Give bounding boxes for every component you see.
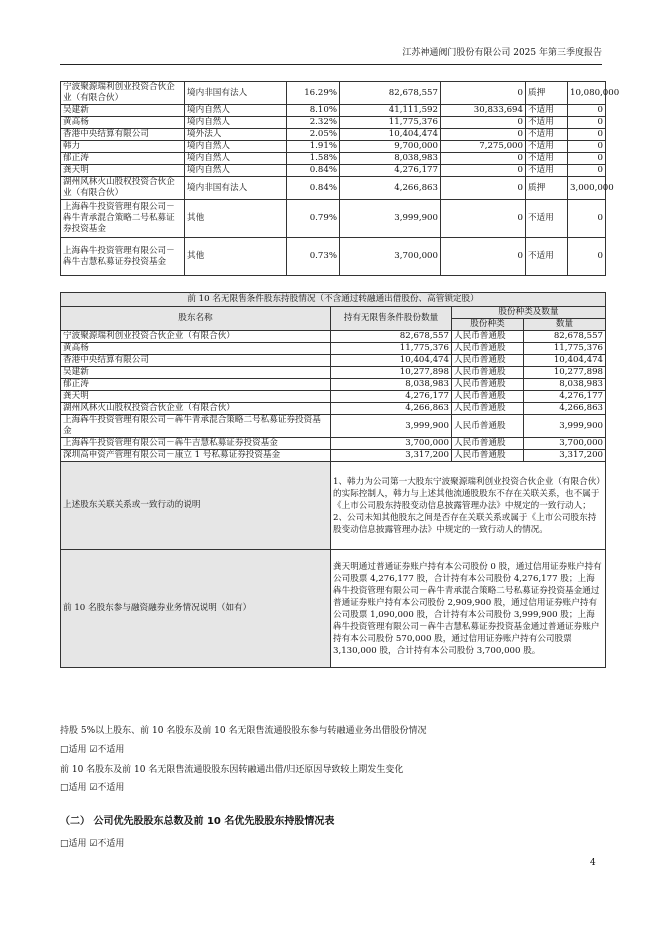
pledge-status: 不适用 xyxy=(526,153,568,165)
shareholder-name: 龚天明 xyxy=(61,391,331,403)
shareholder-nature: 其他 xyxy=(185,238,287,276)
unrestricted-shares: 4,276,177 xyxy=(331,391,452,403)
shareholder-nature: 境内自然人 xyxy=(185,165,287,177)
pledge-status: 不适用 xyxy=(526,129,568,141)
change-checkbox: □适用 ☑不适用 xyxy=(60,783,125,793)
lending-note: 持股 5%以上股东、前 10 名股东及前 10 名无限售流通股股东参与转融通业务出借股份情况 xyxy=(60,726,427,736)
table-row xyxy=(61,355,606,367)
holding-percent: 0.84% xyxy=(287,165,340,177)
shareholder-name: 吴建新 xyxy=(61,367,331,379)
holding-shares: 82,678,557 xyxy=(340,82,441,105)
related-party-text: 1、韩力为公司第一大股东宁波聚源瑞利创业投资合伙企业（有限合伙）的实际控制人，韩力与上述其他流通股股东不存在关联关系，也不属于《上市公司股东持股变动信息披露管理办法》中规定的一致行动人； 2、公司未知其他股东之间是否存在关联关系或属于《上市公司股东持股变动信息披露管理办法》中规定的一致行动人的情况。 xyxy=(331,462,606,550)
unrestricted-shares: 10,277,898 xyxy=(331,367,452,379)
pledge-quantity: 0 xyxy=(568,129,606,141)
shareholder-name: 吴建新 xyxy=(61,105,185,117)
shareholder-name: 上海犇牛投资管理有限公司－犇牛吉慧私募证券投资基金 xyxy=(61,238,185,276)
shareholder-nature: 境内自然人 xyxy=(185,141,287,153)
unrestricted-shares: 3,700,000 xyxy=(331,438,452,450)
unrestricted-shares: 3,999,900 xyxy=(331,415,452,438)
restricted-shares: 0 xyxy=(441,165,526,177)
table-row xyxy=(61,367,606,379)
share-quantity: 82,678,557 xyxy=(524,331,606,343)
unrestricted-shareholders-table xyxy=(60,292,606,668)
share-type: 人民币普通股 xyxy=(452,367,524,379)
shareholder-name: 湖州风林火山股权投资合伙企业（有限合伙） xyxy=(61,403,331,415)
table-row xyxy=(61,415,606,438)
holding-percent: 16.29% xyxy=(287,82,340,105)
pledge-quantity: 0 xyxy=(568,117,606,129)
related-party-row xyxy=(61,462,606,550)
holding-percent: 0.73% xyxy=(287,238,340,276)
restricted-shares: 0 xyxy=(441,177,526,200)
holding-percent: 8.10% xyxy=(287,105,340,117)
share-quantity: 4,266,863 xyxy=(524,403,606,415)
col-header-name: 股东名称 xyxy=(61,307,331,331)
holding-shares: 3,700,000 xyxy=(340,238,441,276)
holding-shares: 11,775,376 xyxy=(340,117,441,129)
holding-percent: 2.05% xyxy=(287,129,340,141)
table-row xyxy=(61,379,606,391)
shareholder-name: 宁波聚源瑞利创业投资合伙企业（有限合伙） xyxy=(61,82,185,105)
holding-shares: 10,404,474 xyxy=(340,129,441,141)
table-row xyxy=(61,129,606,141)
shareholder-name: 湖州风林火山股权投资合伙企业（有限合伙） xyxy=(61,177,185,200)
lending-checkbox: □适用 ☑不适用 xyxy=(60,745,125,755)
pledge-status: 质押 xyxy=(526,177,568,200)
col-header-qty: 数量 xyxy=(524,319,606,331)
share-quantity: 10,277,898 xyxy=(524,367,606,379)
restricted-shares: 0 xyxy=(441,200,526,238)
change-note: 前 10 名股东及前 10 名无限售流通股股东因转融通出借/归还原因导致较上期发生变化 xyxy=(60,765,404,775)
restricted-shares: 0 xyxy=(441,153,526,165)
table-row xyxy=(61,450,606,462)
holding-shares: 3,999,900 xyxy=(340,200,441,238)
share-type: 人民币普通股 xyxy=(452,355,524,367)
table-row xyxy=(61,82,606,105)
shareholder-nature: 境内自然人 xyxy=(185,153,287,165)
restricted-shares: 0 xyxy=(441,238,526,276)
share-type: 人民币普通股 xyxy=(452,379,524,391)
pledge-quantity: 0 xyxy=(568,165,606,177)
shareholder-nature: 境外法人 xyxy=(185,129,287,141)
pledge-status: 不适用 xyxy=(526,117,568,129)
pledge-quantity: 0 xyxy=(568,153,606,165)
table-row xyxy=(61,165,606,177)
pledge-status: 质押 xyxy=(526,82,568,105)
share-type: 人民币普通股 xyxy=(452,438,524,450)
pledge-status: 不适用 xyxy=(526,141,568,153)
col-header-shares: 持有无限售条件股份数量 xyxy=(331,307,452,331)
holding-shares: 9,700,000 xyxy=(340,141,441,153)
table-row xyxy=(61,391,606,403)
unrestricted-shares: 10,404,474 xyxy=(331,355,452,367)
share-type: 人民币普通股 xyxy=(452,331,524,343)
shareholder-nature: 境内非国有法人 xyxy=(185,82,287,105)
shareholder-name: 上海犇牛投资管理有限公司－犇牛青承混合策略二号私募证券投资基金 xyxy=(61,415,331,438)
shareholder-name: 黄高杨 xyxy=(61,117,185,129)
col-header-type: 股份种类 xyxy=(452,319,524,331)
share-type: 人民币普通股 xyxy=(452,450,524,462)
pledge-quantity: 0 xyxy=(568,238,606,276)
holding-shares: 4,266,863 xyxy=(340,177,441,200)
unrestricted-shares: 4,266,863 xyxy=(331,403,452,415)
table-row xyxy=(61,331,606,343)
shareholder-nature: 境内自然人 xyxy=(185,105,287,117)
pledge-status: 不适用 xyxy=(526,165,568,177)
shareholder-name: 宁波聚源瑞利创业投资合伙企业（有限合伙） xyxy=(61,331,331,343)
page-number: 4 xyxy=(590,858,596,868)
shareholder-name: 郁正涛 xyxy=(61,153,185,165)
holding-percent: 0.79% xyxy=(287,200,340,238)
share-type: 人民币普通股 xyxy=(452,391,524,403)
shareholder-name: 上海犇牛投资管理有限公司－犇牛青承混合策略二号私募证券投资基金 xyxy=(61,200,185,238)
share-type: 人民币普通股 xyxy=(452,415,524,438)
unrestricted-shares: 3,317,200 xyxy=(331,450,452,462)
share-quantity: 8,038,983 xyxy=(524,379,606,391)
pledge-quantity: 0 xyxy=(568,200,606,238)
restricted-shares: 0 xyxy=(441,117,526,129)
share-quantity: 11,775,376 xyxy=(524,343,606,355)
pledge-quantity: 10,080,000 xyxy=(568,82,606,105)
holding-shares: 8,038,983 xyxy=(340,153,441,165)
share-quantity: 4,276,177 xyxy=(524,391,606,403)
shareholder-nature: 境内非国有法人 xyxy=(185,177,287,200)
restricted-shares: 0 xyxy=(441,129,526,141)
shareholder-name: 韩力 xyxy=(61,141,185,153)
unrestricted-shares: 8,038,983 xyxy=(331,379,452,391)
holding-shares: 4,276,177 xyxy=(340,165,441,177)
shareholder-name: 香港中央结算有限公司 xyxy=(61,355,331,367)
margin-trading-row xyxy=(61,550,606,668)
page-header: 江苏神通阀门股份有限公司 2025 年第三季度报告 xyxy=(60,47,602,65)
unrestricted-shares: 11,775,376 xyxy=(331,343,452,355)
shareholder-name: 龚天明 xyxy=(61,165,185,177)
restricted-shares: 30,833,694 xyxy=(441,105,526,117)
shareholder-nature: 境内自然人 xyxy=(185,117,287,129)
table-row xyxy=(61,177,606,200)
holding-percent: 0.84% xyxy=(287,177,340,200)
shareholder-name: 香港中央结算有限公司 xyxy=(61,129,185,141)
table-row xyxy=(61,153,606,165)
related-party-label: 上述股东关联关系或一致行动的说明 xyxy=(61,462,331,550)
share-type: 人民币普通股 xyxy=(452,403,524,415)
table-row xyxy=(61,105,606,117)
top10-shareholders-table xyxy=(60,81,620,276)
share-quantity: 10,404,474 xyxy=(524,355,606,367)
shareholder-name: 深圳高申资产管理有限公司－康立 1 号私募证券投资基金 xyxy=(61,450,331,462)
shareholder-name: 郁正涛 xyxy=(61,379,331,391)
shareholder-name: 黄高杨 xyxy=(61,343,331,355)
pledge-status: 不适用 xyxy=(526,238,568,276)
pledge-quantity: 0 xyxy=(568,141,606,153)
share-quantity: 3,700,000 xyxy=(524,438,606,450)
section-title: （二） 公司优先股股东总数及前 10 名优先股股东持股情况表 xyxy=(60,816,335,827)
table-row xyxy=(61,343,606,355)
holding-shares: 41,111,592 xyxy=(340,105,441,117)
table-row xyxy=(61,238,606,276)
restricted-shares: 7,275,000 xyxy=(441,141,526,153)
pledge-status: 不适用 xyxy=(526,105,568,117)
pledge-quantity: 3,000,000 xyxy=(568,177,606,200)
shareholder-name: 上海犇牛投资管理有限公司－犇牛吉慧私募证券投资基金 xyxy=(61,438,331,450)
preferred-checkbox: □适用 ☑不适用 xyxy=(60,839,125,849)
table-row xyxy=(61,117,606,129)
holding-percent: 2.32% xyxy=(287,117,340,129)
pledge-status: 不适用 xyxy=(526,200,568,238)
col-header-type-group: 股份种类及数量 xyxy=(452,307,606,319)
unrestricted-shares: 82,678,557 xyxy=(331,331,452,343)
shareholder-nature: 其他 xyxy=(185,200,287,238)
table-row xyxy=(61,200,606,238)
table-row xyxy=(61,403,606,415)
margin-trading-text: 龚天明通过普通证券账户持有本公司股份 0 股，通过信用证券账户持有公司股票 4,276,177 股，合计持有本公司股份 4,276,177 股；上海犇牛投资管理有限公司－犇牛青承混合策略二号私募证券投资基金通过普通证券账户持有本公司股份 2,909,900 股，通过信用证券账户持有公司股票 1,090,000 股，合计持有本公司股份 3,999,900 股；上海犇牛投资管理有限公司－犇牛吉慧私募证券投资基金通过普通证券账户持有本公司股份 570,000 股，通过信用证券账户持有公司股票 3,130,000 股，合计持有本公司股份 3,700,000 股。 xyxy=(331,550,606,668)
margin-trading-label: 前 10 名股东参与融资融券业务情况说明（如有） xyxy=(61,550,331,668)
holding-percent: 1.58% xyxy=(287,153,340,165)
table-row xyxy=(61,438,606,450)
table-row xyxy=(61,141,606,153)
share-quantity: 3,999,900 xyxy=(524,415,606,438)
restricted-shares: 0 xyxy=(441,82,526,105)
holding-percent: 1.91% xyxy=(287,141,340,153)
pledge-quantity: 0 xyxy=(568,105,606,117)
share-type: 人民币普通股 xyxy=(452,343,524,355)
share-quantity: 3,317,200 xyxy=(524,450,606,462)
unrestricted-title: 前 10 名无限售条件股东持股情况（不含通过转融通出借股份、高管锁定股） xyxy=(61,293,606,307)
